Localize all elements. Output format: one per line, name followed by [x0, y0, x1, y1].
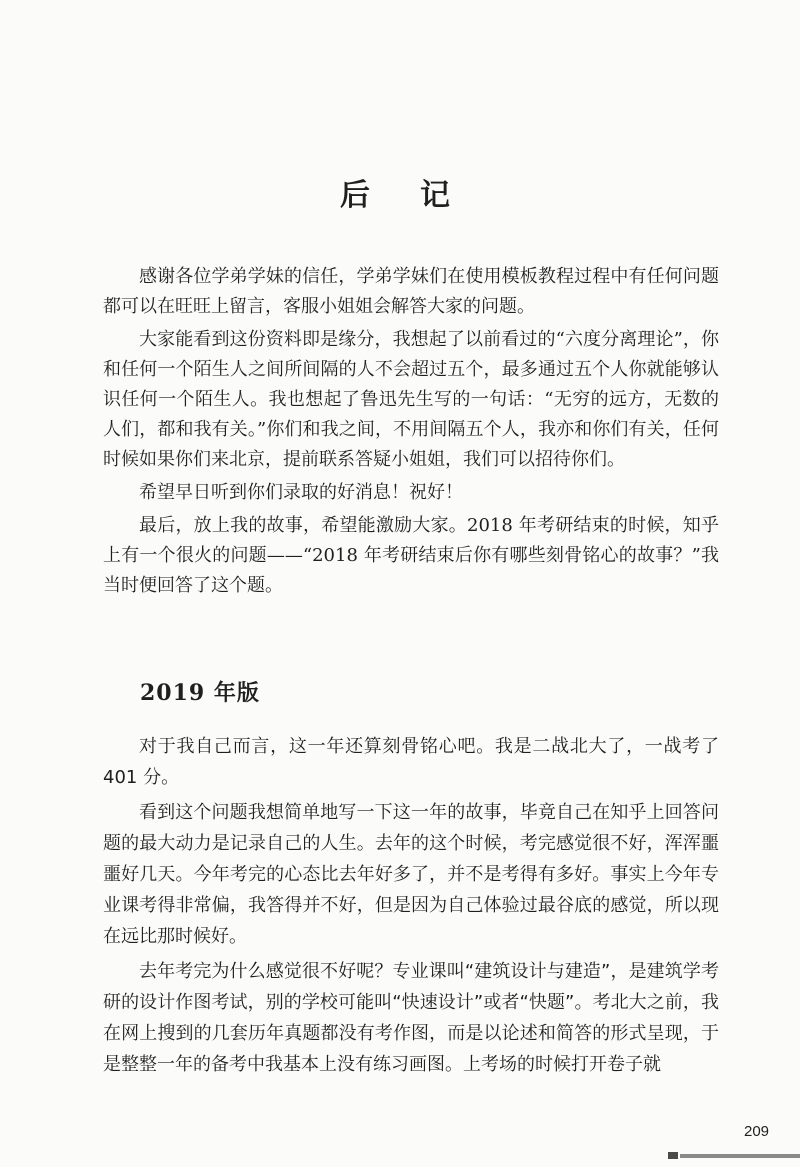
- story-body: [103, 731, 719, 1084]
- paragraph: 大家能看到这份资料即是缘分，我想起了以前看过的“六度分离理论”，你和任何一个陌生人之间所间隔的人不会超过五个，最多通过五个人你就能够认识任何一个陌生人。我也想起了鲁迅先生写的一句话：“无穷的远方，无数的人们，都和我有关。”你们和我之间，不用间隔五个人，我亦和你们有关，任何时候如果你们来北京，提前联系答疑小姐姐，我们可以招待你们。: [103, 329, 719, 470]
- paragraph: 去年考完为什么感觉很不好呢？专业课叫“建筑设计与建造”，是建筑学考研的设计作图考试，别的学校可能叫“快速设计”或者“快题”。考北大之前，我在网上搜到的几套历年真题都没有考作图，而是以论述和简答的形式呈现，于是整整一年的备考中我基本上没有练习画图。上考场的时候打开卷子就: [103, 961, 719, 1075]
- section-heading: 2019 年版: [140, 680, 260, 706]
- page-title: 后记: [340, 178, 500, 213]
- paragraph: 感谢各位学弟学妹的信任，学弟学妹们在使用模板教程过程中有任何问题都可以在旺旺上留言，客服小姐姐会解答大家的问题。: [103, 266, 719, 317]
- paragraph: 最后，放上我的故事，希望能激励大家。2018 年考研结束的时候，知乎上有一个很火的问题——“2018 年考研结束后你有哪些刻骨铭心的故事？”我当时便回答了这个题。: [103, 515, 719, 596]
- afterword-body: [103, 262, 719, 604]
- page-number: 209: [744, 1123, 770, 1140]
- footer-marker-bar: [680, 1154, 800, 1158]
- paragraph: 希望早日听到你们录取的好消息！祝好！: [139, 482, 463, 503]
- paragraph: 看到这个问题我想简单地写一下这一年的故事，毕竟自己在知乎上回答问题的最大动力是记录自己的人生。去年的这个时候，考完感觉很不好，浑浑噩噩好几天。今年考完的心态比去年好多了，并不是考得有多好。事实上今年专业课考得非常偏，我答得并不好，但是因为自己体验过最谷底的感觉，所以现在远比那时候好。: [103, 802, 719, 947]
- footer-marker: [668, 1151, 800, 1159]
- paragraph: 对于我自己而言，这一年还算刻骨铭心吧。我是二战北大了，一战考了 401 分。: [103, 736, 719, 788]
- footer-marker-dot: [668, 1152, 678, 1159]
